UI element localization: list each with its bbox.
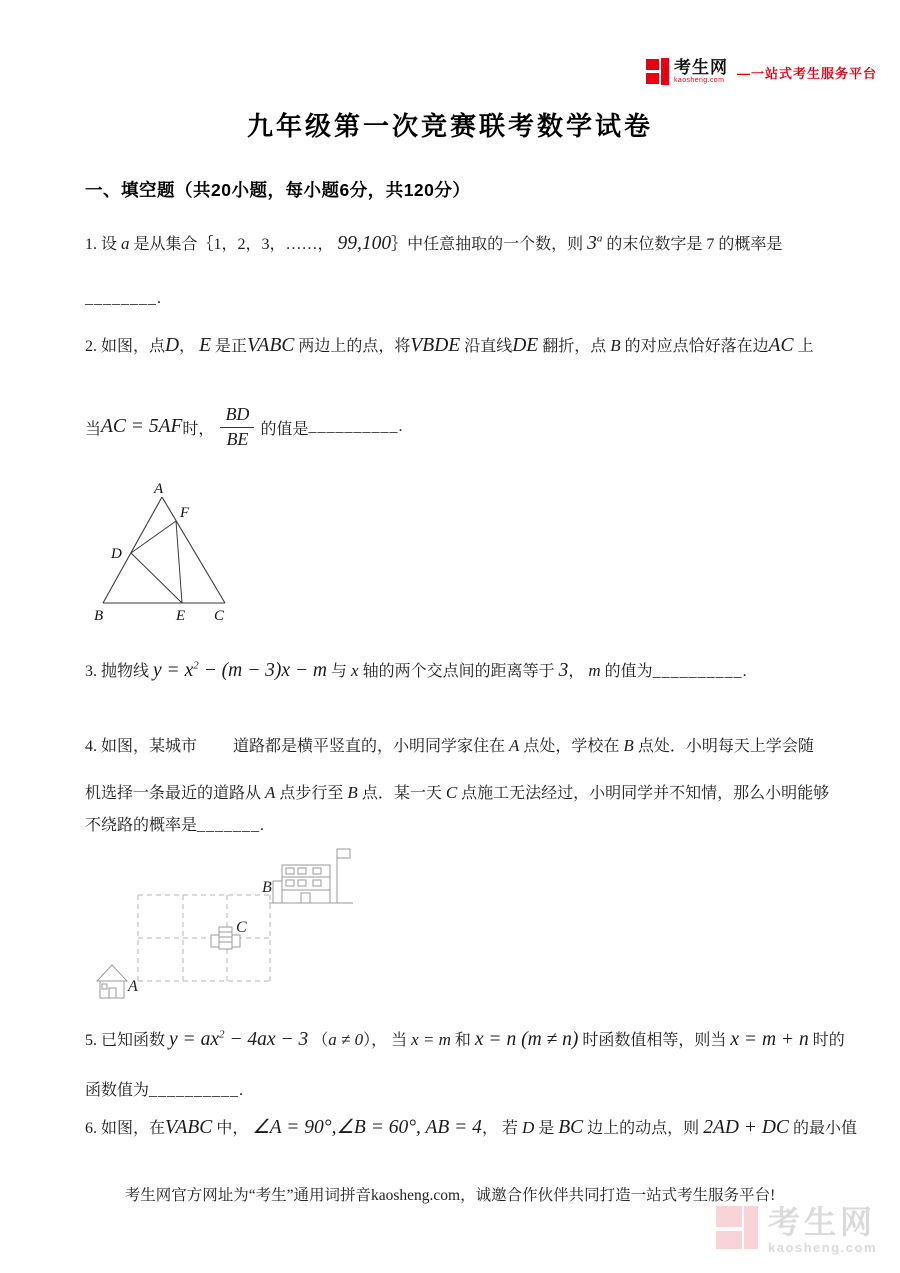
map-label-b: B	[262, 879, 272, 896]
text-run: ｝中任意抽取的一个数，则	[391, 236, 588, 253]
logo-text	[674, 59, 728, 84]
math-run: $y = ax^2$	[169, 1028, 225, 1050]
math-run: AC	[768, 335, 794, 356]
question-4-line-1	[85, 733, 814, 756]
text-run: 的末位数字是 7 的概率是	[602, 236, 783, 253]
text-run: 边上的动点，则	[583, 1120, 704, 1137]
text-run: 点处．小明每天上学会随	[633, 738, 814, 755]
math-run: AC = 5AF	[101, 416, 183, 437]
text-run: ）， 当	[363, 1032, 412, 1049]
text-run: 的最小值	[788, 1120, 857, 1137]
text-run: .	[398, 418, 403, 435]
math-run: 3	[558, 660, 569, 681]
text-run: 点步行至	[275, 785, 348, 802]
text-run: 是	[534, 1120, 559, 1137]
math-run: BC	[558, 1117, 584, 1138]
watermark	[716, 1206, 877, 1254]
text-run: 1. 设	[85, 236, 122, 253]
text-run: .	[239, 1082, 244, 1099]
math-run: 3$^a$	[587, 232, 603, 254]
question-2-line-1	[85, 333, 814, 357]
question-1-line-1	[85, 231, 782, 255]
text-run: 中，	[212, 1120, 253, 1137]
math-run: m	[588, 661, 601, 680]
question-6-line-1	[85, 1115, 857, 1139]
math-run: − (m − 3)x − m	[198, 660, 328, 681]
math-run: x	[351, 661, 359, 680]
text-run: 3. 抛物线	[85, 663, 154, 680]
math-run: VBDE	[410, 335, 461, 356]
math-run: a ≠ 0	[328, 1030, 364, 1049]
question-3-line-1	[85, 658, 747, 682]
triangle-label-d: D	[111, 546, 122, 562]
triangle-label-f: F	[180, 505, 190, 521]
text-run: 两边上的点，将	[294, 338, 411, 355]
map-labels	[127, 879, 272, 995]
logo-name: 考生网	[674, 58, 728, 77]
math-run: − 4ax − 3	[224, 1029, 309, 1050]
kaosheng-logo-icon	[646, 58, 669, 85]
fraction: $\frac{BD}{BE}$	[220, 404, 254, 450]
triangle-label-a: A	[154, 481, 164, 497]
math-run: E	[199, 335, 212, 356]
answer-blank: __________	[652, 663, 743, 680]
math-run: VABC	[165, 1117, 213, 1138]
math-run: $y = x^2$	[153, 659, 199, 681]
text-run: 时，	[182, 420, 215, 438]
watermark-text	[768, 1206, 877, 1254]
text-run: 的值为	[600, 663, 653, 680]
math-run: B	[623, 736, 634, 755]
text-run: 时的	[808, 1032, 845, 1049]
question-2-line-2	[85, 398, 402, 456]
math-run: a	[121, 234, 130, 253]
text-run: 的对应点恰好落在边	[620, 338, 769, 355]
math-run: C	[445, 783, 458, 802]
answer-blank: ________	[85, 290, 157, 307]
text-run: 是从集合｛1，2，3，……，	[129, 236, 338, 253]
text-run: 4. 如图，某城市 道路都是横平竖直的，小明同学家住在	[85, 738, 510, 755]
text-run: 点．某一天	[357, 785, 446, 802]
math-run: DE	[512, 335, 539, 356]
triangle-figure	[85, 478, 245, 630]
answer-blank: _______	[197, 817, 261, 834]
math-run: A	[509, 736, 520, 755]
text-run: 和	[450, 1032, 475, 1049]
flag-icon	[337, 849, 350, 903]
math-run: x = m + n	[730, 1029, 809, 1050]
text-run: .	[260, 817, 265, 834]
text-run: 点处，学校在	[519, 738, 624, 755]
text-run: ，	[179, 338, 200, 355]
text-run: 与	[327, 663, 352, 680]
text-run: 函数值为	[85, 1082, 150, 1099]
text-run: .	[157, 290, 161, 307]
site-logo	[646, 58, 877, 85]
watermark-logo-icon	[716, 1206, 760, 1250]
logo-tagline: —一站式考生服务平台	[737, 66, 878, 81]
house-icon	[97, 965, 127, 998]
text-run: 点施工无法经过，小明同学并不知情，那么小明能够	[457, 785, 830, 802]
math-run: D	[521, 1118, 535, 1137]
text-run: 当	[85, 420, 102, 438]
answer-blank: __________	[149, 1082, 240, 1099]
text-run: 翻折，点	[538, 338, 611, 355]
triangle-label-b: B	[94, 608, 104, 624]
question-5-line-1	[85, 1027, 845, 1051]
math-run: x = n (m ≠ n)	[474, 1029, 579, 1050]
math-run: VABC	[247, 335, 295, 356]
fold-lines	[131, 521, 182, 603]
math-run: B	[610, 336, 621, 355]
page-title: 九年级第一次竞赛联考数学试卷	[246, 111, 653, 141]
text-run: 沿直线	[460, 338, 513, 355]
math-run: D	[165, 335, 180, 356]
text-run: 5. 已知函数	[85, 1032, 170, 1049]
section-heading: 一、填空题（共20小题，每小题6分，共120分）	[85, 180, 471, 200]
logo-domain: kaosheng.com	[674, 77, 725, 84]
text-run: ， 若	[481, 1120, 522, 1137]
question-5-line-2	[85, 1077, 243, 1100]
text-run: 上	[793, 338, 814, 355]
school-icon	[269, 865, 353, 903]
text-run: ，	[568, 663, 589, 680]
math-run: A	[265, 783, 276, 802]
answer-blank: __________	[308, 418, 399, 435]
map-label-a: A	[128, 978, 138, 995]
text-run: 是正	[211, 338, 248, 355]
text-run: 的值是	[260, 420, 309, 438]
footer-text: 考生网官方网址为“考生”通用词拼音kaosheng.com，诚邀合作伙伴共同打造一站式考生服务平台!	[124, 1187, 776, 1204]
text-run: （	[308, 1032, 329, 1049]
text-run: .	[742, 663, 747, 680]
watermark-name: 考生网	[768, 1204, 877, 1240]
triangle-label-c: C	[214, 608, 225, 624]
math-run: 99,100	[337, 233, 392, 254]
text-run: 轴的两个交点间的距离等于	[358, 663, 559, 680]
question-1-line-2	[85, 290, 161, 308]
text-run: 不绕路的概率是	[85, 817, 198, 834]
text-run: 时函数值相等，则当	[578, 1032, 731, 1049]
text-run: 机选择一条最近的道路从	[85, 785, 266, 802]
math-run: 2AD + DC	[703, 1117, 789, 1138]
math-run: B	[347, 783, 358, 802]
math-run: x = m	[411, 1030, 451, 1049]
map-figure	[85, 843, 375, 1008]
question-4-line-2	[85, 780, 829, 803]
question-4-line-3	[85, 812, 264, 835]
triangle-label-e: E	[176, 608, 186, 624]
text-run: 6. 如图，在	[85, 1120, 166, 1137]
math-run: ∠A = 90°,∠B = 60°, AB = 4	[252, 1117, 482, 1138]
map-label-c: C	[236, 919, 247, 936]
watermark-domain: kaosheng.com	[768, 1240, 878, 1255]
text-run: 2. 如图，点	[85, 338, 166, 355]
street-grid	[138, 895, 270, 981]
